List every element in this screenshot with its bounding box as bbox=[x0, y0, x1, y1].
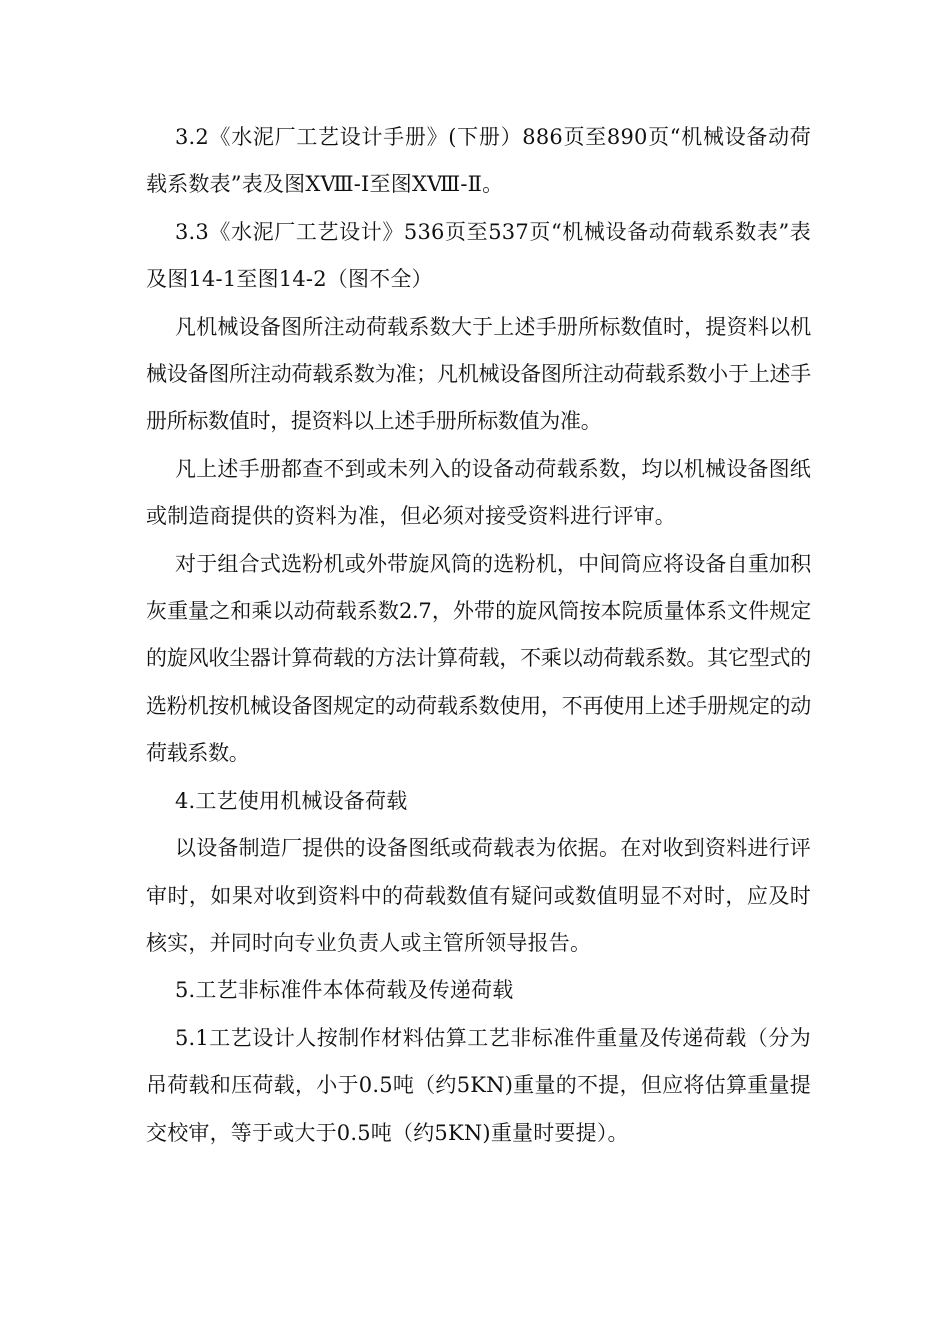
paragraph-coefficient-rule: 凡机械设备图所注动荷载系数大于上述手册所标数值时，提资料以机械设备图所注动荷载系数为准；凡机械设备图所注动荷载系数小于上述手册所标数值时，提资料以上述手册所标数值为准。 bbox=[146, 314, 811, 434]
section-heading-4: 4.工艺使用机械设备荷载 bbox=[175, 788, 408, 813]
paragraph-3-3-design-reference: 3.3《水泥厂工艺设计》536页至537页“机械设备动荷载系数表”表及图14-1至图14-2（图不全） bbox=[146, 219, 811, 292]
paragraph-manufacturer-data: 凡上述手册都查不到或未列入的设备动荷载系数，均以机械设备图纸或制造商提供的资料为准，但必须对接受资料进行评审。 bbox=[146, 456, 811, 529]
paragraph-5-1-nonstandard-load: 5.1工艺设计人按制作材料估算工艺非标准件重量及传递荷载（分为吊荷载和压荷载，小于0.5吨（约5KN)重量的不提，但应将估算重量提交校审，等于或大于0.5吨（约5KN)重量时要提）。 bbox=[146, 1025, 811, 1145]
paragraph-3-2-manual-reference: 3.2《水泥厂工艺设计手册》(下册）886页至890页“机械设备动荷载系数表”表及图ⅩⅧ-Ⅰ至图ⅩⅧ-Ⅱ。 bbox=[146, 125, 811, 197]
paragraph-equipment-load-basis: 以设备制造厂提供的设备图纸或荷载表为依据。在对收到资料进行评审时，如果对收到资料中的荷载数值有疑问或数值明显不对时，应及时核实，并同时向专业负责人或主管所领导报告。 bbox=[146, 836, 811, 955]
paragraph-separator-rule: 对于组合式选粉机或外带旋风筒的选粉机，中间筒应将设备自重加积灰重量之和乘以动荷载系数2.7，外带的旋风筒按本院质量体系文件规定的旋风收尘器计算荷载的方法计算荷载，不乘以动荷载系数。其它型式的选粉机按机械设备图规定的动荷载系数使用，不再使用上述手册规定的动荷载系数。 bbox=[146, 551, 811, 766]
section-heading-5: 5.工艺非标准件本体荷载及传递荷载 bbox=[175, 978, 514, 1003]
document-body bbox=[146, 114, 811, 1157]
